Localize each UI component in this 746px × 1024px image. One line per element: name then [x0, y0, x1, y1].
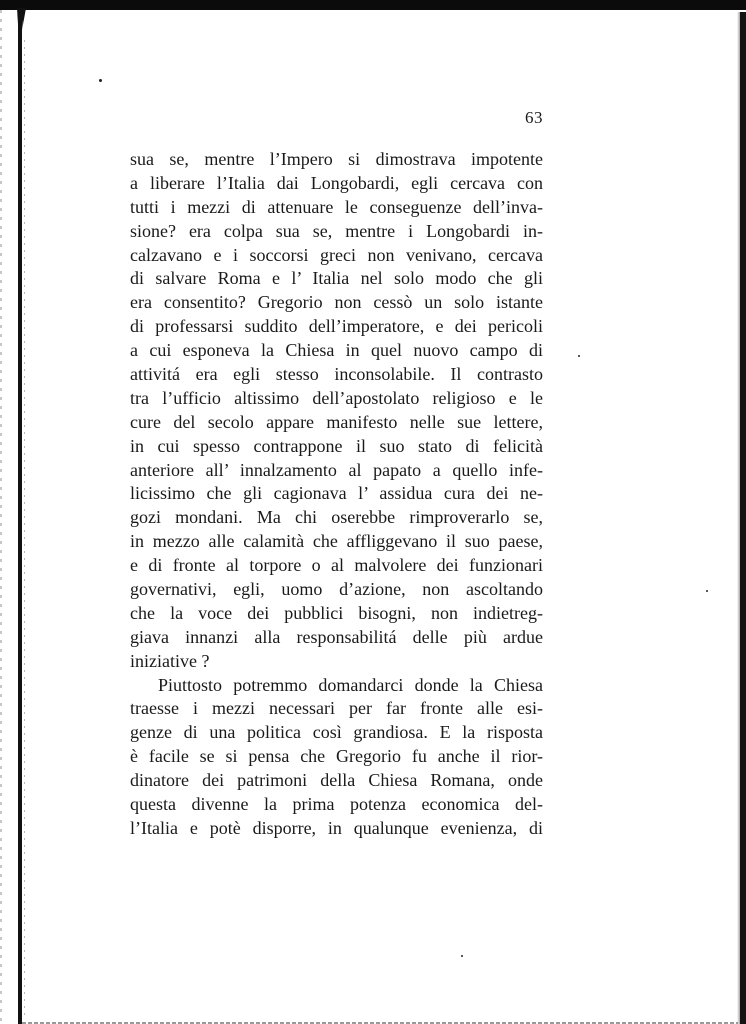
- text-line: cure del secolo appare manifesto nelle sue lettere,: [130, 411, 543, 432]
- text-line: calzavano e i soccorsi greci non venivano, cercava: [130, 244, 543, 265]
- text-line: l’Italia e potè disporre, in qualunque evenienza, di: [130, 817, 543, 838]
- text-line: sione? era colpa sua se, mentre i Longobardi in-: [130, 220, 543, 241]
- page-number: 63: [525, 108, 543, 127]
- text-line: sua se, mentre l’Impero si dimostrava impotente: [130, 149, 543, 169]
- text-line: traesse i mezzi necessari per far fronte alle esi-: [130, 698, 543, 719]
- text-line: in mezzo alle calamità che affliggevano il suo paese,: [130, 531, 543, 552]
- text-line: tra l’ufficio altissimo dell’apostolato religioso e le: [130, 387, 543, 408]
- text-line: governativi, egli, uomo d’azione, non ascoltando: [130, 579, 543, 600]
- text-line: di salvare Roma e l’ Italia nel solo modo che gli: [130, 268, 543, 289]
- page-left-edge: [18, 8, 22, 1024]
- paragraph: [130, 148, 543, 674]
- text-line: e di fronte al torpore o al malvolere dei funzionari: [130, 555, 543, 576]
- text-line: tutti i mezzi di attenuare le conseguenze dell’inva-: [130, 196, 543, 217]
- scan-speck: [99, 79, 102, 82]
- page-gutter-dots: [24, 40, 25, 1020]
- text-line: a cui esponeva la Chiesa in quel nuovo campo di: [130, 340, 543, 361]
- text-line: a liberare l’Italia dai Longobardi, egli cercava con: [130, 172, 543, 193]
- text-line: in cui spesso contrappone il suo stato di felicità: [130, 435, 543, 456]
- page-right-edge: [740, 12, 746, 1024]
- text-line: era consentito? Gregorio non cessò un solo istante: [130, 292, 543, 313]
- text-line: giava innanzi alla responsabilitá delle più ardue: [130, 626, 543, 647]
- text-line: attivitá era egli stesso inconsolabile. Il contrasto: [130, 364, 543, 385]
- text-line: che la voce dei pubblici bisogni, non indietreg-: [130, 602, 543, 623]
- text-line: dinatore dei patrimoni della Chiesa Romana, onde: [130, 770, 543, 791]
- text-line: genze di una politica così grandiosa. E la risposta: [130, 722, 543, 743]
- text-line: Piuttosto potremmo domandarci donde la Chiesa: [158, 674, 543, 695]
- scan-speck: [706, 590, 708, 592]
- text-line: questa divenne la prima potenza economica del-: [130, 794, 543, 815]
- body-text: [130, 148, 543, 841]
- scan-speck: [461, 955, 463, 957]
- text-line: di professarsi suddito dell’imperatore, e dei pericoli: [130, 316, 543, 337]
- paragraph: [130, 674, 543, 841]
- text-line: anteriore all’ innalzamento al papato a quello infe-: [130, 459, 543, 480]
- text-line: è facile se si pensa che Gregorio fu anche il rior-: [130, 746, 543, 767]
- text-line: gozi mondani. Ma chi oserebbe rimproverarlo se,: [130, 507, 543, 528]
- scan-left-strip: [0, 10, 2, 1024]
- text-line: licissimo che gli cagionava l’ assidua cura dei ne-: [130, 483, 543, 504]
- scan-speck: [578, 355, 580, 357]
- scan-top-border: [0, 0, 746, 10]
- text-line: iniziative ?: [130, 650, 210, 671]
